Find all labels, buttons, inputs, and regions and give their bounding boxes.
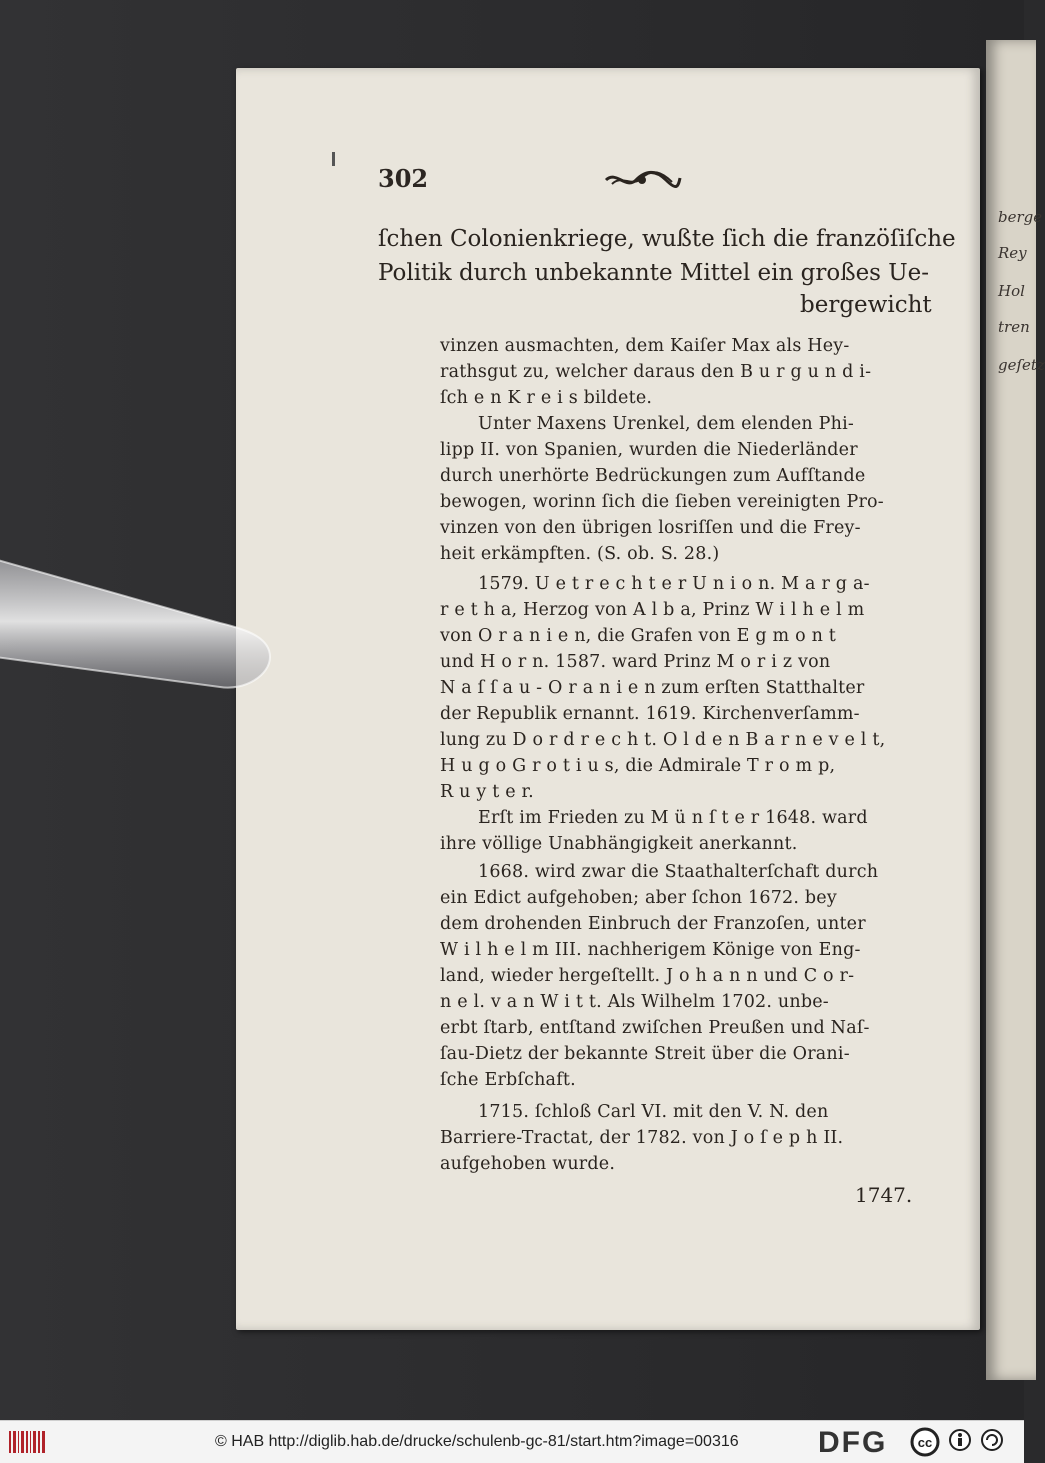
text-line: land, wieder hergeſtellt. J o h a n n und C o r- bbox=[440, 966, 855, 986]
facing-page-edge bbox=[986, 40, 1036, 1380]
text-line: heit erkämpften. (S. ob. S. 28.) bbox=[440, 544, 720, 564]
text-line: H u g o G r o t i u s, die Admirale T r o m p, bbox=[440, 756, 836, 776]
text-line: durch unerhörte Bedrückungen zum Aufſtande bbox=[440, 466, 866, 486]
text-line: lipp II. von Spanien, wurden die Niederländer bbox=[440, 440, 858, 460]
copyright-link[interactable]: © HAB http://diglib.hab.de/drucke/schulenb-gc-81/start.htm?image=00316 bbox=[215, 1433, 739, 1450]
text-line: vinzen ausmachten, dem Kaiſer Max als Hey- bbox=[440, 336, 850, 356]
barcode-icon bbox=[8, 1429, 48, 1455]
page-number: 302 bbox=[378, 164, 429, 193]
text-line: ſau-Dietz der bekannte Streit über die Orani- bbox=[440, 1044, 850, 1064]
text-line: Erſt im Frieden zu M ü n ſ t e r 1648. ward bbox=[478, 808, 868, 828]
text-line: aufgehoben wurde. bbox=[440, 1154, 616, 1174]
text-line: der Republik ernannt. 1619. Kirchenverſamm- bbox=[440, 704, 860, 724]
text-line: erbt ſtarb, entſtand zwiſchen Preußen und Naſ- bbox=[440, 1018, 870, 1038]
text-line: 1579. U e t r e c h t e r U n i o n. M a r g a- bbox=[478, 574, 870, 594]
svg-text:cc: cc bbox=[917, 1435, 933, 1450]
text-line: R u y t e r. bbox=[440, 782, 534, 802]
text-line: lung zu D o r d r e c h t. O l d e n B a r n e v e l t, bbox=[440, 730, 886, 750]
catchword: 1747. bbox=[855, 1183, 913, 1207]
facing-page-fragment: geſetz bbox=[998, 356, 1045, 374]
text-line: Politik durch unbekannte Mittel ein großes Ue- bbox=[378, 260, 930, 286]
margin-mark bbox=[332, 152, 335, 166]
text-line: 1668. wird zwar die Staathalterſchaft durch bbox=[478, 862, 879, 882]
text-line: ihre völlige Unabhängigkeit anerkannt. bbox=[440, 834, 798, 854]
cc-license-icon[interactable] bbox=[910, 1427, 1020, 1457]
page-header bbox=[378, 164, 914, 196]
text-line: W i l h e l m III. nachherigem Könige von Eng- bbox=[440, 940, 861, 960]
facing-page-fragment: berge bbox=[998, 208, 1043, 226]
text-line: Unter Maxens Urenkel, dem elenden Phi- bbox=[478, 414, 854, 434]
facing-page-fragment: Hol bbox=[998, 282, 1025, 300]
text-line: N a ſ ſ a u - O r a n i e n zum erſten Statthalter bbox=[440, 678, 865, 698]
text-line: bergewicht bbox=[800, 292, 932, 318]
text-line: bewogen, worinn ſich die ſieben vereinigten Pro- bbox=[440, 492, 884, 512]
text-line: n e l. v a n W i t t. Als Wilhelm 1702. unbe- bbox=[440, 992, 829, 1012]
text-line: r e t h a, Herzog von A l b a, Prinz W i l h e l m bbox=[440, 600, 865, 620]
page-clip-holder bbox=[0, 545, 280, 665]
facing-page-fragment: Rey bbox=[998, 244, 1027, 262]
ornament-icon bbox=[602, 168, 682, 192]
text-line: und H o r n. 1587. ward Prinz M o r i z von bbox=[440, 652, 831, 672]
text-line: ſch e n K r e i s bildete. bbox=[440, 388, 653, 408]
text-line: von O r a n i e n, die Grafen von E g m o n t bbox=[440, 626, 837, 646]
text-line: Barriere-Tractat, der 1782. von J o ſ e p h II. bbox=[440, 1128, 844, 1148]
text-line: ſchen Colonienkriege, wußte ſich die franzöſiſche bbox=[378, 226, 956, 252]
text-line: 1715. ſchloß Carl VI. mit den V. N. den bbox=[478, 1102, 829, 1122]
text-line: ſche Erbſchaft. bbox=[440, 1070, 576, 1090]
facing-page-fragment: tren bbox=[998, 318, 1030, 336]
footer-bar bbox=[0, 1420, 1024, 1463]
text-line: dem drohenden Einbruch der Franzoſen, unter bbox=[440, 914, 866, 934]
text-line: ein Edict aufgehoben; aber ſchon 1672. bey bbox=[440, 888, 837, 908]
text-line: vinzen von den übrigen losriſſen und die Frey- bbox=[440, 518, 861, 538]
dfg-logo: DFG bbox=[818, 1426, 888, 1459]
text-line: rathsgut zu, welcher daraus den B u r g u n d i- bbox=[440, 362, 872, 382]
